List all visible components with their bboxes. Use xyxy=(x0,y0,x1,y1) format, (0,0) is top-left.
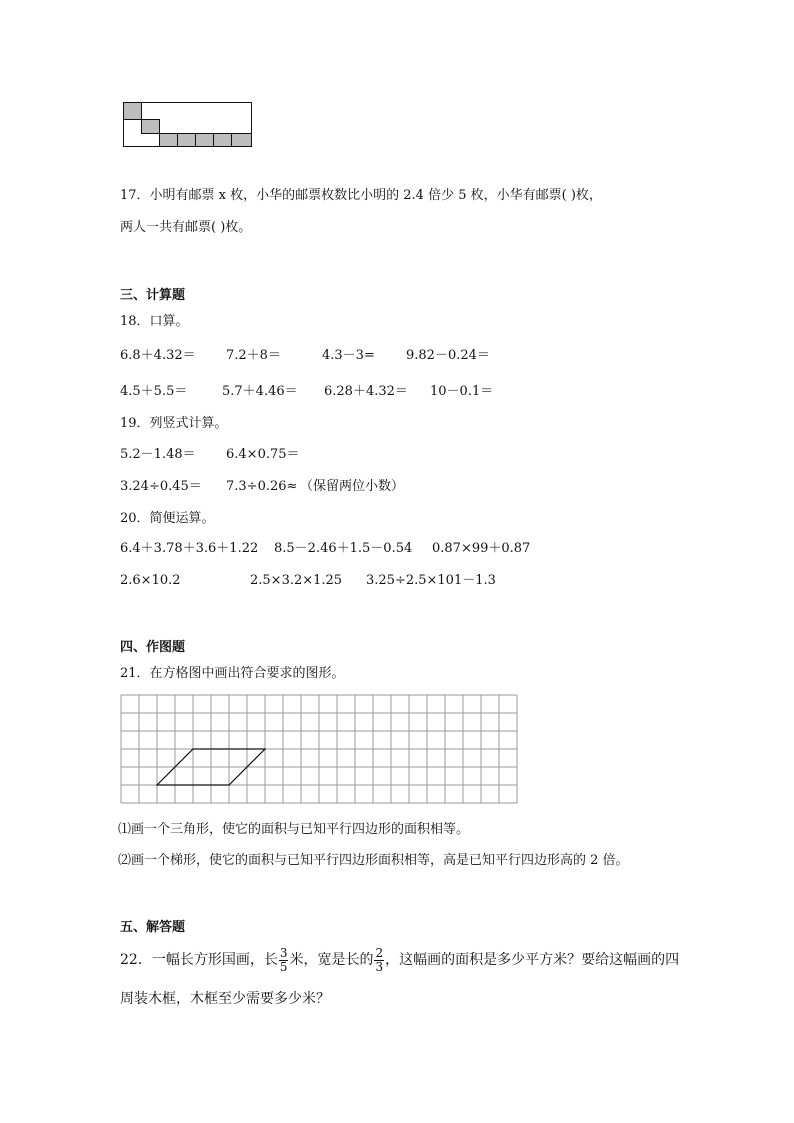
fraction-numerator: 2 xyxy=(375,945,384,960)
fraction-denominator: 5 xyxy=(279,959,288,974)
q19-item: 3.24÷0.45＝ xyxy=(120,479,202,494)
question-17-line2: 两人一共有邮票( )枚。 xyxy=(120,220,252,235)
q19-rounding-note: （保留两位小数） xyxy=(300,479,405,494)
q18-item: 4.5＋5.5＝ xyxy=(120,384,188,399)
q20-item: 2.5×3.2×1.25 xyxy=(250,573,343,588)
q20-item: 3.25÷2.5×101－1.3 xyxy=(366,573,496,588)
q19-item: 6.4×0.75＝ xyxy=(226,447,300,462)
q22-text: ，这幅画的面积是多少平方米？要给这幅画的四 xyxy=(385,952,680,968)
q20-item: 8.5－2.46＋1.5－0.54 xyxy=(274,541,413,556)
q18-item: 7.2＋8＝ xyxy=(226,348,281,363)
question-21-prompt: 21．在方格图中画出符合要求的图形。 xyxy=(120,666,345,681)
q19-item: 7.3÷0.26≈ xyxy=(226,479,298,494)
fraction-width xyxy=(374,947,384,974)
question-22-line2: 周装木框，木框至少需要多少米？ xyxy=(120,991,330,1007)
square-grid xyxy=(120,694,520,806)
section-5-title: 五、解答题 xyxy=(120,920,186,935)
question-20-prompt: 20．简便运算。 xyxy=(120,511,215,526)
fraction-length xyxy=(279,947,289,974)
section-4-title: 四、作图题 xyxy=(120,640,186,655)
q20-item: 0.87×99＋0.87 xyxy=(432,541,531,556)
staircase-detail xyxy=(120,100,260,150)
q18-item: 9.82－0.24＝ xyxy=(406,348,490,363)
question-18-prompt: 18．口算。 xyxy=(120,314,189,329)
q18-item: 5.7＋4.46＝ xyxy=(222,384,298,399)
question-19-prompt: 19．列竖式计算。 xyxy=(120,416,228,431)
question-21-sub1: ⑴画一个三角形，使它的面积与已知平行四边形的面积相等。 xyxy=(118,822,470,837)
q18-item: 10－0.1＝ xyxy=(430,384,494,399)
q18-item: 4.3－3= xyxy=(322,348,375,363)
question-22-line1 xyxy=(120,946,679,974)
section-3-title: 三、计算题 xyxy=(120,288,186,303)
q22-text: 22．一幅长方形国画，长 xyxy=(120,952,278,968)
q20-item: 2.6×10.2 xyxy=(120,573,181,588)
question-21-sub2: ⑵画一个梯形，使它的面积与已知平行四边形面积相等，高是已知平行四边形高的 2 倍。 xyxy=(118,853,629,868)
q19-item: 5.2－1.48＝ xyxy=(120,447,196,462)
fraction-numerator: 3 xyxy=(279,945,288,960)
q18-item: 6.28＋4.32＝ xyxy=(324,384,408,399)
fraction-denominator: 3 xyxy=(375,959,384,974)
q18-item: 6.8＋4.32＝ xyxy=(120,348,196,363)
question-17-line1: 17．小明有邮票 x 枚，小华的邮票枚数比小明的 2.4 倍少 5 枚，小华有邮票( )枚， xyxy=(120,188,602,203)
q20-item: 6.4＋3.78＋3.6＋1.22 xyxy=(120,541,259,556)
q22-text: 米，宽是长的 xyxy=(289,952,374,968)
